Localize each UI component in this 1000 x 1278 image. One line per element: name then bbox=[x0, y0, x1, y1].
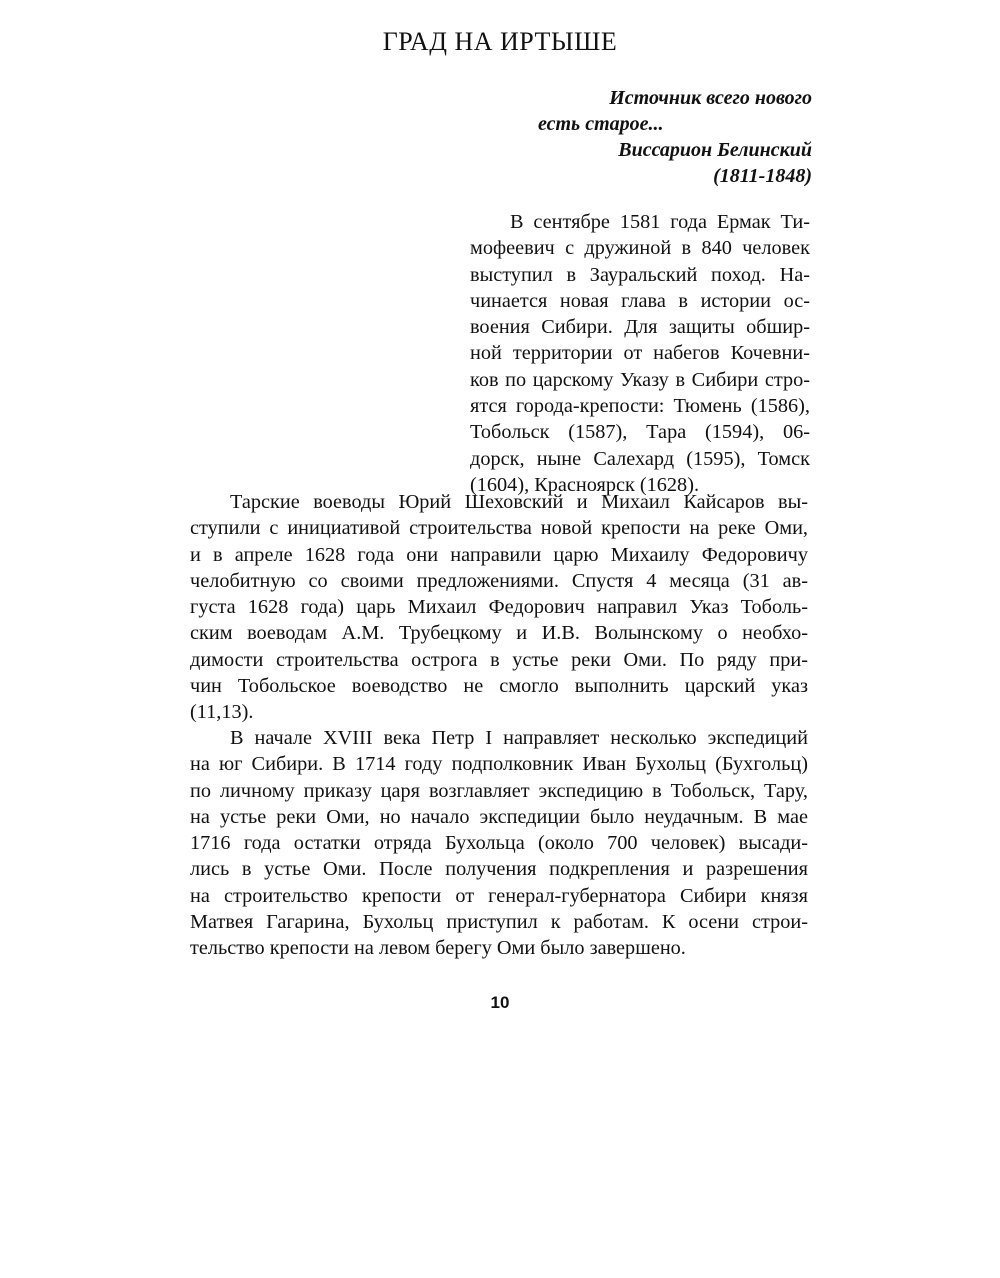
text-line: челобитную со своими предложениями. Спустя 4 месяца (31 ав- bbox=[190, 569, 808, 592]
text-line: ятся города-крепости: Тюмень (1586), bbox=[470, 395, 810, 418]
paragraph-2 bbox=[190, 489, 808, 726]
text-line: В сентябре 1581 года Ермак Ти- bbox=[510, 211, 810, 233]
text-line: В начале XVIII века Петр I направляет несколько экспедиций bbox=[230, 727, 808, 749]
epigraph-author: Виссарион Белинский bbox=[618, 139, 812, 161]
text-line: Матвея Гагарина, Бухольц приступил к работам. К осени строи- bbox=[190, 911, 808, 934]
text-line: ским воеводам А.М. Трубецкому и И.В. Волынскому о необхо- bbox=[190, 622, 808, 645]
page-title: ГРАД НА ИРТЫШЕ bbox=[382, 27, 618, 56]
epigraph-dates: (1811-1848) bbox=[713, 165, 812, 187]
text-line: тельство крепости на левом берегу Оми было завершено. bbox=[190, 937, 686, 960]
text-line: димости строительства острога в устье реки Оми. По ряду при- bbox=[190, 648, 808, 671]
text-line: по личному приказу царя возглавляет экспедицию в Тобольск, Тару, bbox=[190, 779, 808, 802]
text-line: чинается новая глава в истории ос- bbox=[470, 289, 810, 312]
text-line: лись в устье Оми. После получения подкрепления и разрешения bbox=[190, 858, 808, 881]
epigraph bbox=[480, 85, 812, 189]
text-line: Тарские воеводы Юрий Шеховский и Михаил Кайсаров вы- bbox=[230, 491, 808, 513]
text-line: (11,13). bbox=[190, 701, 254, 724]
text-line: густа 1628 года) царь Михаил Федорович направил Указ Тоболь- bbox=[190, 596, 808, 619]
text-line: воения Сибири. Для защиты обшир- bbox=[470, 316, 810, 339]
text-line: (1604), Красноярск (1628). bbox=[470, 473, 700, 496]
text-line: ной территории от набегов Кочевни- bbox=[470, 342, 810, 365]
text-line: и в апреле 1628 года они направили царю Михаилу Федоровичу bbox=[190, 543, 808, 566]
text-line: на строительство крепости от генерал-губернатора Сибири князя bbox=[190, 884, 808, 907]
text-line: на юг Сибири. В 1714 году подполковник Иван Бухольц (Бухгольц) bbox=[190, 753, 808, 776]
text-line: дорск, ныне Салехард (1595), Томск bbox=[470, 447, 810, 470]
page-number: 10 bbox=[490, 993, 510, 1012]
text-line: мофеевич с дружиной в 840 человек bbox=[470, 237, 810, 260]
text-line: выступил в Зауральский поход. На- bbox=[470, 263, 810, 286]
paragraph-1 bbox=[470, 209, 810, 498]
text-line: Тобольск (1587), Тара (1594), 06- bbox=[470, 421, 810, 444]
text-line: чин Тобольское воеводство не смогло выполнить царский указ bbox=[190, 675, 808, 698]
paragraph-3 bbox=[190, 725, 808, 962]
text-line: ков по царскому Указу в Сибири стро- bbox=[470, 368, 810, 391]
text-line: на устье реки Оми, но начало экспедиции было неудачным. В мае bbox=[190, 805, 808, 828]
text-line: 1716 года остатки отряда Бухольца (около 700 человек) высади- bbox=[190, 832, 808, 855]
epigraph-line: есть старое... bbox=[538, 113, 664, 135]
text-line: ступили с инициативой строительства новой крепости на реке Оми, bbox=[190, 517, 808, 540]
epigraph-line: Источник всего нового bbox=[609, 87, 812, 109]
